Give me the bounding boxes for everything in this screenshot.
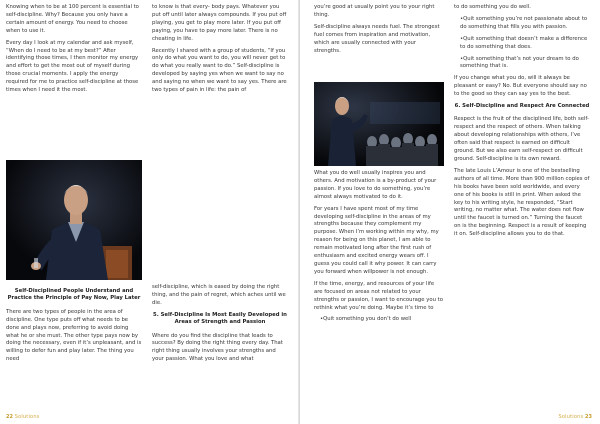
right-page-column-1-bottom	[314, 170, 444, 328]
left-page-column-2	[152, 4, 288, 99]
page-number: 23	[585, 414, 592, 420]
speaker-photo-2	[314, 82, 444, 166]
paragraph: Where do you find the discipline that leads to success? By doing the right thing every day. That right thing usually involves your strengths and your passion. What you love and what	[152, 332, 283, 363]
paragraph: There are two types of people in the area of discipline. One type puts off what needs to be done and plays now, preferring to avoid doing what he or she must. The other type pays now by doing the necessary, even if it’s unpleasant, and is willing to defer fun and play later. The thing you need	[6, 308, 142, 363]
paragraph: Recently I shared with a group of students, “If you only do what you want to do, you will never get to do what you really want to do.” Self-discipline is developed by saying yes when we want to say no and saying no when we want to say yes. There are two types of pain in life: the pain of	[152, 47, 287, 94]
left-page-column-1-bottom	[6, 284, 142, 368]
bullet-item: •Quit something you’re not passionate about to do something that fills you with passion.	[460, 15, 588, 30]
paragraph: The late Louis L’Amour is one of the bestselling authors of all time. More than 900 million copies of his books have been sold worldwide, and every one of his books is still in print. When asked the key to his writing style, he responded, “Start writing, no matter what. The water does not flow until the faucet is turned on.” Turning the faucet on is the beginning. Respect is a result of keeping it on. Self-discipline allows you to do that.	[454, 167, 590, 238]
publication-label: Solutions	[558, 414, 584, 420]
right-page-column-2	[454, 4, 590, 243]
bullet-item: •Quit something that doesn’t make a difference to do something that does.	[460, 35, 588, 50]
paragraph: Every day I look at my calendar and ask myself, “When do I need to be at my best?” After identifying those times, I then monitor my energy and effort to get the most out of myself during those crucial moments. I apply the energy required for me to practice self-discipline at those times when I need it the most.	[6, 39, 139, 94]
paragraph: self-discipline, which is eased by doing the right thing, and the pain of regret, which aches until we die.	[152, 284, 286, 306]
speaker-photo-2-image	[314, 82, 444, 166]
left-page-column-2-bottom	[152, 284, 288, 368]
paragraph: to know is that every- body pays. Whatever you put off until later always compounds. If you put off playing, you get to play more later. If you put off paying, you have to pay more later. There is no cheating in life.	[152, 4, 287, 42]
section-heading: 6. Self-Discipline and Respect Are Connected	[454, 103, 590, 110]
paragraph: What you do well usually inspires you and others. And motivation is a by-product of your passion. If you love to do something, you’re almost always motivated to do it.	[314, 170, 437, 200]
left-page-column-1	[6, 4, 142, 99]
paragraph: Self-discipline always needs fuel. The strongest fuel comes from inspiration and motivation, which are usually connected with your strengths.	[314, 23, 440, 54]
right-page-column-1	[314, 4, 444, 59]
page-number: 22	[6, 414, 13, 420]
paragraph: Knowing when to be at 100 percent is essential to self-discipline. Why? Because you only have a certain amount of energy. You need to choose when to use it.	[6, 4, 139, 34]
bullet-item: •Quit something you don’t do well	[320, 316, 412, 323]
speaker-photo-1	[6, 160, 142, 280]
paragraph: If the time, energy, and resources of your life are focused on areas not related to your strengths or passion, I want to encourage you to rethink what you’re doing. Maybe it’s time to	[314, 280, 443, 311]
publication-label: Solutions	[14, 414, 40, 420]
left-page-footer	[6, 414, 40, 420]
section-heading: 5. Self-Discipline Is Most Easily Developed in Areas of Strength and Passion	[153, 311, 287, 326]
paragraph: For years I have spent most of my time developing self-discipline in the areas of my strengths because they complement my purpose. When I’m working within my why, my reason for being on this planet, I am able to remain motivated long after the first rush of enthusiasm and excited energy wears off. I guess you could call it why power. It can carry you forward when willpower is not enough.	[314, 205, 439, 275]
speaker-photo-1-image	[6, 160, 142, 280]
section-heading: Self-Disciplined People Understand and Practice the Principle of Pay Now, Play Later	[7, 288, 141, 302]
right-page	[300, 0, 600, 424]
paragraph: you’re good at usually point you to your right thing.	[314, 4, 435, 18]
paragraph: to do something you do well.	[454, 4, 531, 10]
paragraph: Respect is the fruit of the disciplined life, both self-respect and the respect of others. When talking about developing relationships with others, I’ve often said that respect is earned on difficult ground. But we also earn self-respect on difficult ground. Self-discipline is its own reward.	[454, 116, 589, 162]
right-page-footer	[559, 414, 593, 420]
bullet-item: •Quit something that’s not your dream to do something that is.	[460, 55, 579, 70]
paragraph: If you change what you do, will it always be pleasant or easy? No. But everyone should say no to the good so they can say yes to the best.	[454, 75, 587, 98]
